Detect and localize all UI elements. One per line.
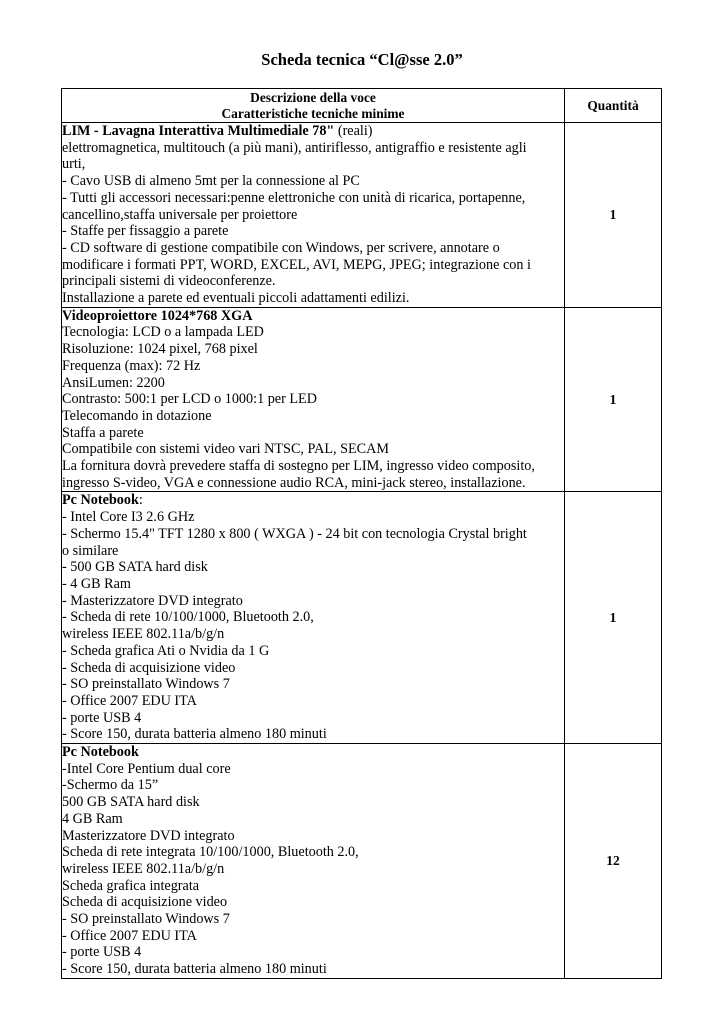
item-quantity: 1: [565, 123, 662, 308]
item-spec-line: - Staffe per fissaggio a parete: [62, 223, 229, 240]
item-spec-line: 500 GB SATA hard disk: [62, 794, 200, 811]
item-spec-line: Contrasto: 500:1 per LCD o 1000:1 per LED: [62, 391, 317, 408]
table-row: [62, 307, 662, 492]
item-description: [62, 307, 565, 492]
header-quantity: Quantità: [565, 89, 662, 123]
table-row: [62, 492, 662, 744]
item-spec-line: Compatibile con sistemi video vari NTSC, PAL, SECAM: [62, 441, 389, 458]
item-description: [62, 492, 565, 744]
item-spec-line: - porte USB 4: [62, 709, 142, 726]
item-spec-line: - Intel Core I3 2.6 GHz: [62, 509, 195, 526]
item-spec-line: Staffa a parete: [62, 424, 144, 441]
item-spec-line: -Intel Core Pentium dual core: [62, 760, 231, 777]
item-description: [62, 123, 565, 308]
item-spec-line: - Score 150, durata batteria almeno 180 minuti: [62, 961, 327, 978]
header-description-line1: Descrizione della voce: [250, 89, 376, 105]
header-description: [62, 89, 565, 123]
item-spec-line: - Score 150, durata batteria almeno 180 minuti: [62, 726, 327, 743]
item-spec-line: principali sistemi di videoconferenze.: [62, 273, 276, 290]
item-spec-line: - 500 GB SATA hard disk: [62, 559, 208, 576]
item-spec-line: cancellino,staffa universale per proiettore: [62, 206, 298, 223]
item-spec-line: - Masterizzatore DVD integrato: [62, 592, 243, 609]
item-spec-line: AnsiLumen: 2200: [62, 374, 165, 391]
item-heading-suffix: :: [138, 492, 143, 509]
table-row: [62, 123, 662, 308]
item-spec-line: wireless IEEE 802.11a/b/g/n: [62, 626, 225, 643]
item-heading: Videoproiettore 1024*768 XGA: [62, 307, 253, 324]
item-spec-line: - Schermo 15.4" TFT 1280 x 800 ( WXGA ) - 24 bit con tecnologia Crystal bright: [62, 525, 527, 542]
item-heading: LIM - Lavagna Interattiva Multimediale 78": [62, 123, 335, 139]
item-heading-line: [62, 744, 564, 761]
item-spec-line: Scheda di rete integrata 10/100/1000, Bluetooth 2.0,: [62, 844, 359, 861]
item-spec-line: Installazione a parete ed eventuali piccoli adattamenti edilizi.: [62, 290, 410, 307]
item-heading-line: [62, 308, 564, 325]
table-row: [62, 744, 662, 979]
item-spec-line: ingresso S-video, VGA e connessione audio RCA, mini-jack stereo, installazione.: [62, 474, 526, 491]
item-heading: Pc Notebook: [62, 492, 139, 509]
item-spec-line: - Office 2007 EDU ITA: [62, 927, 197, 944]
item-spec-line: - Scheda di acquisizione video: [62, 659, 236, 676]
item-spec-line: Scheda di acquisizione video: [62, 894, 228, 911]
item-heading-line: [62, 123, 564, 140]
item-spec-line: - porte USB 4: [62, 944, 142, 961]
item-spec-line: Frequenza (max): 72 Hz: [62, 357, 201, 374]
item-spec-line: - CD software di gestione compatibile con Windows, per scrivere, annotare o: [62, 239, 500, 256]
item-quantity: 1: [565, 307, 662, 492]
item-spec-line: - Scheda di rete 10/100/1000, Bluetooth 2.0,: [62, 609, 314, 626]
item-spec-line: - 4 GB Ram: [62, 575, 131, 592]
item-spec-line: - Scheda grafica Ati o Nvidia da 1 G: [62, 642, 270, 659]
item-quantity: 1: [565, 492, 662, 744]
item-spec-line: elettromagnetica, multitouch (a più mani), antiriflesso, antigraffio e resistente agli: [62, 139, 527, 156]
item-heading-suffix: (reali): [334, 123, 373, 139]
item-quantity: 12: [565, 744, 662, 979]
item-spec-line: modificare i formati PPT, WORD, EXCEL, AVI, MEPG, JPEG; integrazione con i: [62, 256, 531, 273]
item-spec-line: Scheda grafica integrata: [62, 877, 200, 894]
item-spec-line: - Office 2007 EDU ITA: [62, 692, 197, 709]
spec-table: [61, 88, 662, 979]
item-spec-line: o similare: [62, 542, 119, 559]
document-title: Scheda tecnica “Cl@sse 2.0”: [261, 50, 463, 69]
item-spec-line: Telecomando in dotazione: [62, 407, 212, 424]
table-header-row: [62, 89, 662, 123]
item-spec-line: Masterizzatore DVD integrato: [62, 827, 235, 844]
item-spec-line: urti,: [62, 156, 86, 173]
item-spec-line: 4 GB Ram: [62, 810, 123, 827]
item-spec-line: Risoluzione: 1024 pixel, 768 pixel: [62, 341, 258, 358]
item-spec-line: - Cavo USB di almeno 5mt per la connessione al PC: [62, 173, 360, 190]
item-spec-line: Tecnologia: LCD o a lampada LED: [62, 324, 264, 341]
item-spec-line: -Schermo da 15”: [62, 777, 159, 794]
item-spec-line: - SO preinstallato Windows 7: [62, 676, 230, 693]
item-spec-line: - Tutti gli accessori necessari:penne elettroniche con unità di ricarica, portapenne,: [62, 189, 526, 206]
item-description: [62, 744, 565, 979]
item-spec-line: wireless IEEE 802.11a/b/g/n: [62, 860, 225, 877]
header-description-line2: Caratteristiche tecniche minime: [221, 105, 405, 121]
item-heading-line: [62, 492, 564, 509]
item-heading: Pc Notebook: [62, 744, 139, 761]
item-spec-line: La fornitura dovrà prevedere staffa di sostegno per LIM, ingresso video composito,: [62, 458, 535, 475]
item-spec-line: - SO preinstallato Windows 7: [62, 911, 230, 928]
